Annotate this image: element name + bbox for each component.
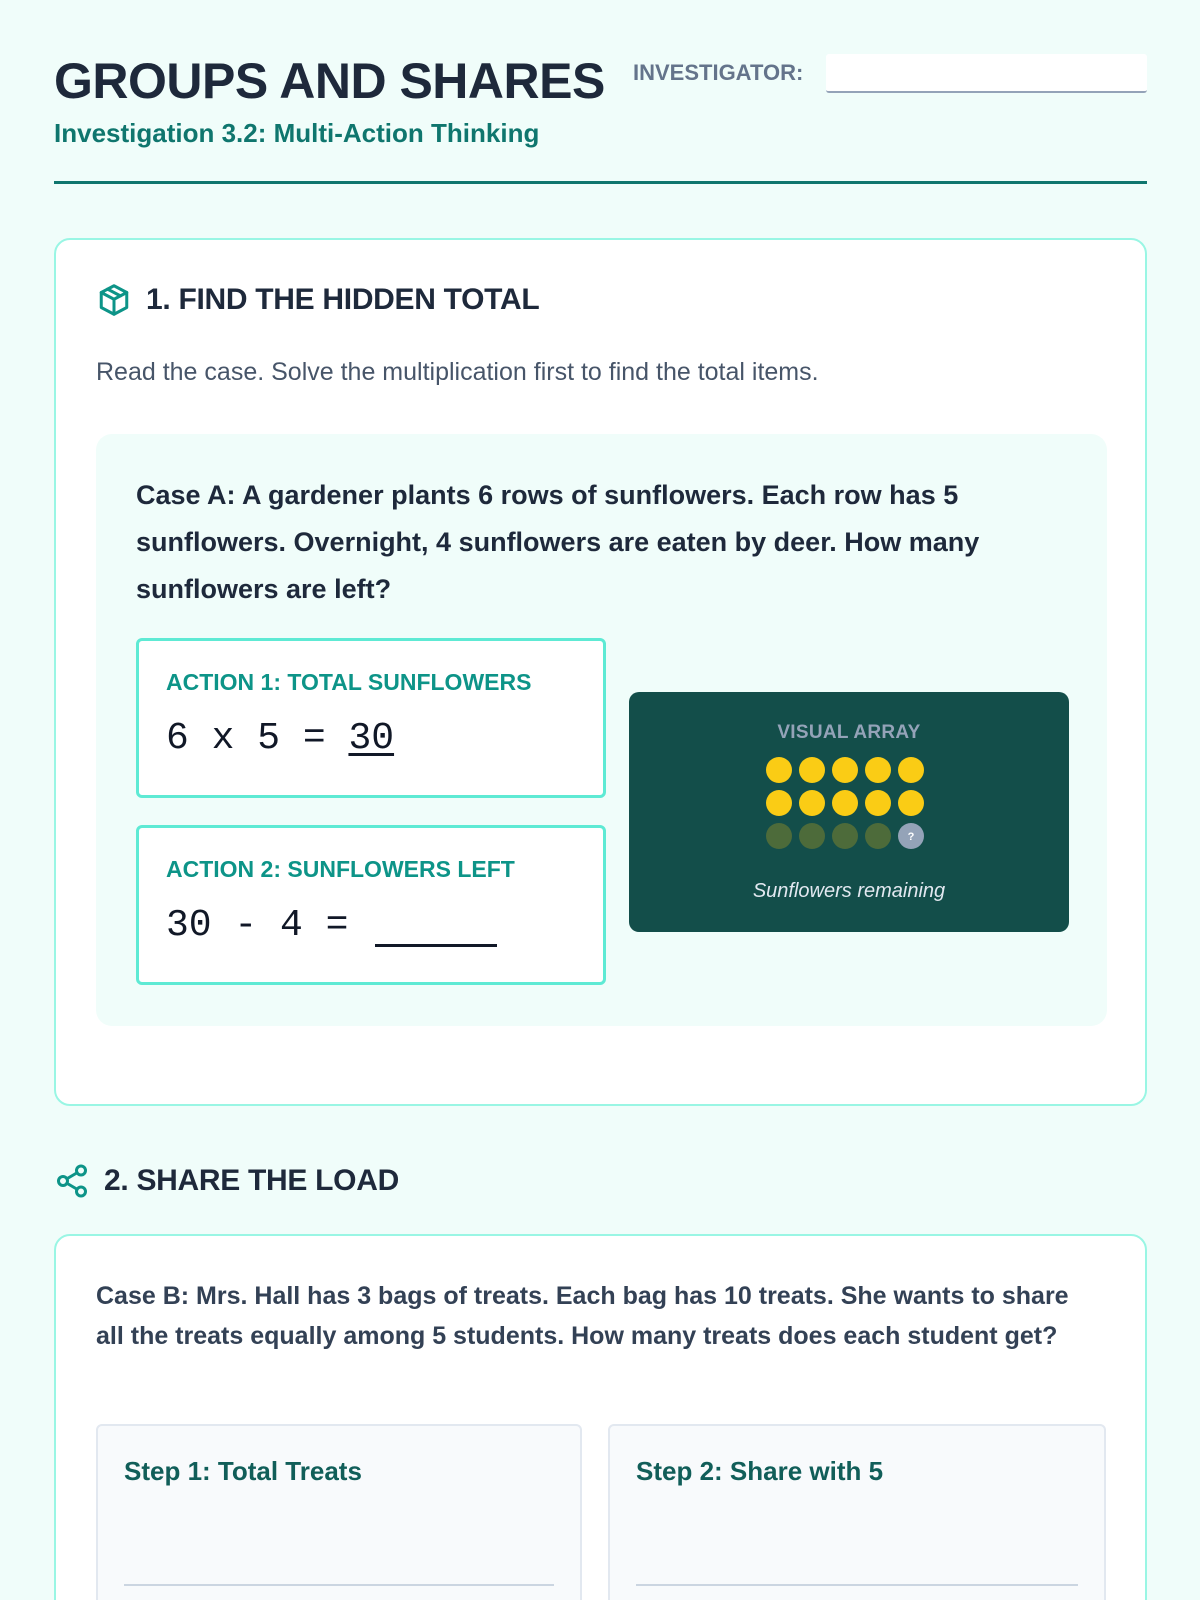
sunflower-dot — [832, 790, 858, 816]
sunflower-dot — [799, 790, 825, 816]
action1-equation — [166, 717, 394, 760]
eaten-sunflower-dot — [799, 823, 825, 849]
sunflower-dot — [898, 790, 924, 816]
sunflower-dot — [898, 757, 924, 783]
eaten-sunflower-dot — [832, 823, 858, 849]
share-icon — [54, 1163, 90, 1199]
investigator-name-field[interactable] — [826, 54, 1147, 93]
action2-box — [136, 825, 606, 985]
section1-heading-row — [96, 282, 539, 318]
section-find-hidden-total — [54, 238, 1147, 1106]
section1-instruction: Read the case. Solve the multiplication first to find the total items. — [96, 358, 819, 386]
case-b-text: Case B: Mrs. Hall has 3 bags of treats. Each bag has 10 treats. She wants to share all the treats equally among 5 students. How many treats does each student get? — [96, 1282, 1069, 1350]
section2-heading: 2. SHARE THE LOAD — [104, 1164, 399, 1197]
step1-work-area[interactable] — [96, 1424, 582, 1600]
step2-title: Step 2: Share with 5 — [636, 1456, 884, 1486]
action2-answer-blank[interactable] — [375, 909, 497, 947]
visual-array-panel — [629, 692, 1069, 932]
page-title: GROUPS AND SHARES — [54, 53, 605, 109]
sunflower-dot — [766, 790, 792, 816]
unknown-dot-mark: ? — [907, 831, 915, 843]
investigator-label: INVESTIGATOR: — [633, 60, 804, 85]
step2-work-area[interactable] — [608, 1424, 1106, 1600]
action1-label: ACTION 1: TOTAL SUNFLOWERS — [166, 669, 532, 695]
case-a-panel — [96, 434, 1107, 1026]
step1-answer-line — [124, 1584, 554, 1586]
sunflower-dot — [799, 757, 825, 783]
section-share-the-load — [54, 1234, 1147, 1600]
action2-equation — [166, 904, 497, 947]
sunflower-dot — [865, 790, 891, 816]
visual-array-title: VISUAL ARRAY — [777, 722, 921, 743]
sunflower-dot — [865, 757, 891, 783]
action1-expression: 6 x 5 = — [166, 717, 349, 760]
action1-box — [136, 638, 606, 798]
header — [54, 0, 1147, 184]
action2-label: ACTION 2: SUNFLOWERS LEFT — [166, 856, 515, 882]
sunflower-dot — [832, 757, 858, 783]
eaten-sunflower-dot — [766, 823, 792, 849]
step1-title: Step 1: Total Treats — [124, 1456, 362, 1486]
section2-heading-row — [54, 1163, 399, 1199]
section1-heading: 1. FIND THE HIDDEN TOTAL — [146, 283, 540, 316]
step2-answer-line — [636, 1584, 1078, 1586]
cube-icon — [96, 282, 132, 318]
action1-answer[interactable]: 30 — [348, 717, 395, 760]
action2-expression: 30 - 4 = — [166, 904, 372, 947]
case-a-text: Case A: A gardener plants 6 rows of sunflowers. Each row has 5 sunflowers. Overnight, 4 sunflowers are eaten by deer. How many sunflowers are left? — [136, 480, 980, 604]
page-subtitle: Investigation 3.2: Multi-Action Thinking — [54, 118, 540, 148]
sunflower-dot — [766, 757, 792, 783]
worksheet-page — [54, 0, 1147, 1486]
eaten-sunflower-dot — [865, 823, 891, 849]
visual-array-caption: Sunflowers remaining — [752, 880, 946, 902]
